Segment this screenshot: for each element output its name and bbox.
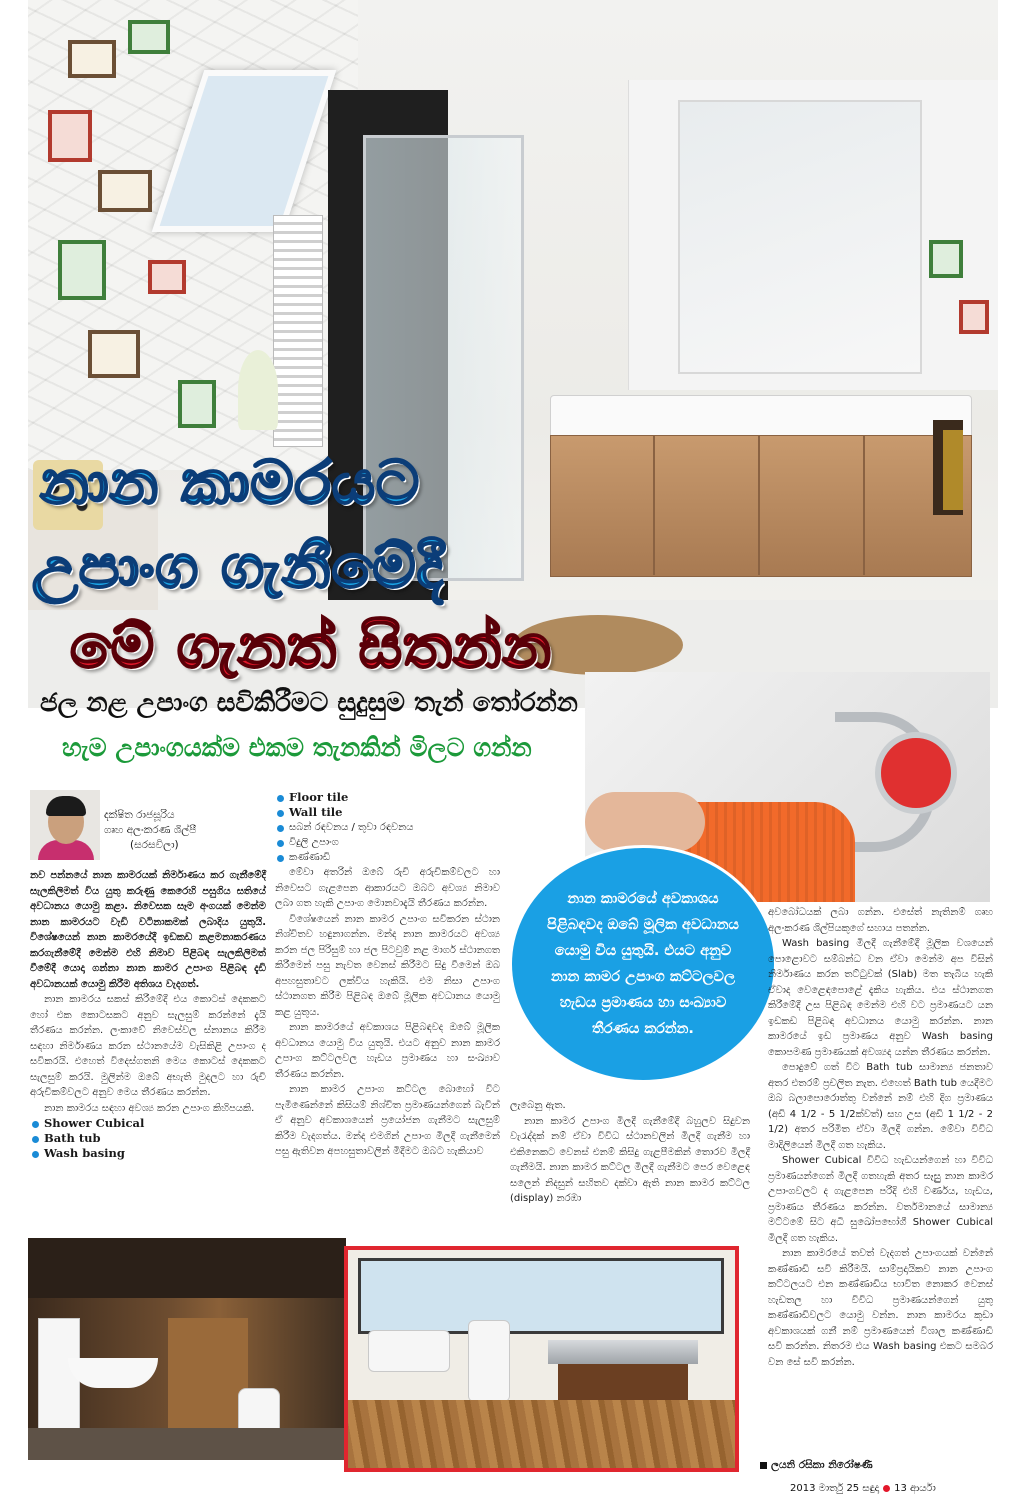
article-intro: නව පන්නයේ නාන කාමරයක් නිර්මාණය කර ගැනීමේදී සැලකිලිමත් විය යුතු කරුණු කෙරෙහි පසුගිය සතියේ අවධානය යොමු කළා. නිවෙසක සෑම අංගයක් මෙන්ම නාන කාමරයට වැඩි වටිනාකමක් ලබාදිය යුතුයි. විශේෂයෙන් නාන කාමරයේදී ඉඩකඩ කළමනාකරණය කරගැනීමේදී මෙන්ම එහි නිමාව පිළිබඳ සැලකිලිමත් වීමේදී යොදා ගන්නා නාන කාමර උපාංග පිළිබඳ දැඩි අවධානයක් යොමු කිරීම අතිශය වැදගත්. (30, 870, 266, 990)
fixtures-list-2 (275, 790, 500, 865)
bathroom-showroom-photo (344, 1246, 739, 1472)
paragraph: Shower Cubical විවිධ හැඩයන්ගෙන් හා විවිධ ප්‍රමාණයන්ගෙන් මිලදී ගතහැකි අතර සෑසුු නාන කාමර උපාංගවලට ද ගැළපෙන පරිදි එහි වර්ණය, හැඩය, ප්‍රමාණය තීරණය කරන්න. වර්තමානයේ සාමාන්‍ය මට්ටමේ සිට අධි සුඛෝපභෝගී Shower Cubical මිලදී ගත හැකිය. (768, 1155, 993, 1244)
bathroom-photo-dark (28, 1238, 346, 1460)
paragraph: නාන කාමරයේ තවත් වැදගත් උපාංගයක් වන්නේ කණ්ණාඩි සවි කිරීමයි. සාම්ප්‍රදායිකව නාන උපාංග කට්ටලයට එන කණ්ණාඩිය භාවිත නොකර වෙනස් හැඩතල හා විවිධ ප්‍රමාණයන්ගෙන් යුතු කණ්ණාඩිවලට යොමු වන්න. නාන කාමරය කුඩා අවකාශයක් ගනී නම් ප්‍රමාණයෙන් විශාල කණ්ණාඩි සවි කරන්න. නිතරම එය Wash basing එකට සමබර වන සේ සවි කරන්න. (768, 1248, 993, 1368)
headline-line-3: මේ ගැනත් සිතන්න (70, 612, 553, 682)
author-name: දක්ෂිත රාජසූරිය (104, 809, 175, 821)
hand (585, 792, 705, 852)
footer-red-dot-icon (883, 1485, 890, 1492)
list-item: Wall tile (275, 805, 500, 820)
list-item: විදුලි උපාංග (275, 835, 500, 850)
subtitle-line-2: හැම උපාංගයක්ම එකම තැනකින් මිලට ගන්න (62, 733, 532, 762)
article-column-4 (768, 905, 993, 1370)
towel-radiator (273, 215, 323, 447)
byline (760, 1459, 873, 1472)
wood-wall-panel (168, 1318, 248, 1428)
headline-line-1: නාන කාමරයට (40, 448, 421, 518)
vanity-door-divider (758, 435, 760, 575)
article-column-2 (275, 790, 500, 1160)
author-avatar (30, 790, 100, 860)
callout-circle: නාන කාමරයේ අවකාශය පිළිබඳවද ඔබේ මූලික අවධානය යොමු විය යුතුයි. එයට අනුව නාන කාමර උපාංග කට්ටලවල හැඩය ප්‍රමාණය හා සංඛ්‍යාව තීරණය කරන්න. (512, 848, 774, 1080)
author-org: (සරසවිලා) (130, 839, 179, 851)
list-item: Shower Cubical (30, 1116, 266, 1131)
byline-square-icon (760, 1462, 767, 1469)
byline-name: ලයනි රසිකා නිරෝෂණී (771, 1459, 873, 1471)
paragraph: නාන කාමරය සඳහා අවශ්‍ය කරන උපාංග කිහිපයකි. (44, 1102, 255, 1114)
paragraph: පොදුවේ ගත් විට Bath tub සාමාන්‍ය ජනතාව අතර එතරම් ප්‍රචලිත නැත. එහෙත් Bath tub යෙදීමට ඔබ බලාපොරොත්තු වන්නේ නම් එහි දිග ප්‍රමාණය (අඩි 4 1/2 - 5 1/2ක්වත්) සහ උස (අඩි 1 1/2 - 2 1/2) අතර පරිමිත ඒවා මිලදී ගන්න. මේවා විවිධ මාදිලියෙන් මිලදී ගත හැකිය. (768, 1062, 993, 1151)
wood-floor (348, 1400, 735, 1468)
paragraph: විශේෂයෙන් නාන කාමර උපාංග සවිකරන ස්ථාන නිශ්චිතව හඳුනාගන්න. මන්ද නාන කාමරයට අවශ්‍ය කරන ජල පිරිසුම් හා ජල පිටවුම් නළ මාර්ග ස්ථානගත කිරීමෙන් පසු නැවත වෙනස් කිරීමට සිදු වීමෙන් ඔබ අපහසුතාවට ලක්විය හැකියි. එම නිසා උපාංග ස්ථානගත කිරීම පිළිබඳ ඔබේ මූලික අවධානය යොමු කළ යුතුය. (275, 913, 500, 1018)
footer-date: 2013 මාර්තු 25 සඳුදා (790, 1483, 880, 1494)
page-footer (790, 1483, 936, 1494)
list-item: කණ්ණාඩි (275, 850, 500, 865)
paragraph: මේවා අතරින් ඔබේ රුචි අරුචිකම්වලට හා නිවෙසට ගැළපෙන ආකාරයට ඔබට අවශ්‍ය නිමාව ලබා ගත හැකි උපාංග මොනවාදැයි තීරණය කරන්න. (275, 867, 500, 909)
floor (28, 1428, 346, 1460)
footer-page: 13 ආර්යා (894, 1483, 936, 1494)
wash-basin (68, 1358, 158, 1388)
sink-counter (548, 1340, 698, 1364)
article-column-3 (510, 1098, 750, 1207)
paragraph: නාන කාමර උපාංග මිලදී ගැනීමේදී බහුලව සිදුවන වැරැද්දක් නම් ඒවා විවිධ ස්ථානවලින් මිලදී ගැනීම හා එකිනෙකට වෙනස් එනම් කිසිදු ගැළපීමකින් තොරව මිලදී ගැනීමයි. නාන කාමර කට්ටල මිලදී ගැනීමට පෙර වෙළෙඳ සලෙන් නිදසුන් සහිතව දක්වා ඇති නාන කාමර කට්ටල (display) නරඹා (510, 1115, 750, 1204)
mirror (678, 100, 922, 374)
paragraph: නාන කාමරය සකස් කිරීමේදී එය කොටස් දෙකකට හෝ එක කොටසකට අනුව සැලසුම් කරන්නේ දැයි තීරණය කරන්න. ලංකාවේ නිවෙස්වල ස්නානය කිරීම සඳහා නිර්මාණය කරන ස්ථානයේම වැසිකිළි උපාංග ද සවිකරයි. එහෙත් විදෙස්ගතනි මෙය කොටස් දෙකකට සැලසුම් කරයි. මුලින්ම ඔබේ අභැති මුදලට හා රුචි අරුචිකම්වලට අනුව මෙය තීරණය කරන්න. (30, 994, 266, 1098)
paragraph: නාන කාමරයේ අවකාශය පිළිබඳවද ඔබේ මූලික අවධානය යොමු විය යුතුයි. එයට අනුව නාන කාමර උපාංග කට්ටලවල හැඩය ප්‍රමාණය හා සංඛ්‍යාව තීරණය කරන්න. (275, 1022, 500, 1080)
toilet (468, 1320, 510, 1402)
list-item: Bath tub (30, 1131, 266, 1146)
list-item: Floor tile (275, 790, 500, 805)
subtitle-line-1: ජල නළ උපාංග සවිකිරීමට සුදුසුම තැන් තෝරන්න (40, 688, 578, 718)
paragraph: Wash basing මිලදී ගැනීමේදී මූලික වශයෙන් පොළොවට සම්බන්ධ වන ඒවා මෙන්ම අප විසින් නිර්මාණය කරන තට්ටුවක් (Slab) මත තැබිය හැකි ඒවාද වෙළෙඳපොළේ දැකිය හැකිය. එය ස්ථානගත කිරීමේදී උස පිළිබඳ මෙන්ම එහි වට ප්‍රමාණයට යන ඉඩකඩ පිළිබඳ අවධානය යොමු කරන්න. නාන කාමරයේ ඉඩ ප්‍රමාණය අනුව Wash basing කොපමණ ප්‍රමාණයක් අවශ්‍යද යන්න තීරණය කරන්න. (768, 938, 993, 1058)
article-column-1 (30, 868, 266, 1161)
hanging-towel-gold (943, 430, 963, 510)
author-title: ගෘහ අලංකරණ ශිල්පී (104, 824, 197, 836)
paragraph: නාන කාමර උපාංග කට්ටල බොහෝ විට පැමිණෙන්නේ කිසියම් නිශ්චිත ප්‍රමාණයන්ගෙන් බැවින් ඒ අනුව අවකාශයෙන් ප්‍රයෝජන ගැනීමට සැලසුම් කිරීම වැදගත්ය. මන්ද එමගින් උපාංග මිලදී ගැනීමෙන් පසු ඇතිවන අපහසුතාවලින් මිදීමට ඔබට හැකියාව (275, 1084, 500, 1157)
paragraph: ලැබෙනු ඇත. (510, 1100, 566, 1111)
flower-plant (238, 350, 278, 430)
vanity-door-divider (863, 435, 865, 575)
list-item: සබන් රඳවනය / තුවා රඳවනය (275, 820, 500, 835)
red-wall-mount (875, 732, 957, 814)
list-item: Wash basing (30, 1146, 266, 1161)
paragraph: අවබෝධයක් ලබා ගන්න. එසේත් නැතිනම් ගෘහ අලංකරණ ශිල්පියකුගේ සහාය පතන්න. (768, 907, 993, 934)
bathtub (368, 1330, 450, 1372)
headline-line-2: උපාංග ගැනීමේදී (32, 532, 445, 602)
window (358, 1258, 724, 1334)
fixtures-list (30, 1116, 266, 1161)
double-wash-basin (550, 395, 972, 439)
